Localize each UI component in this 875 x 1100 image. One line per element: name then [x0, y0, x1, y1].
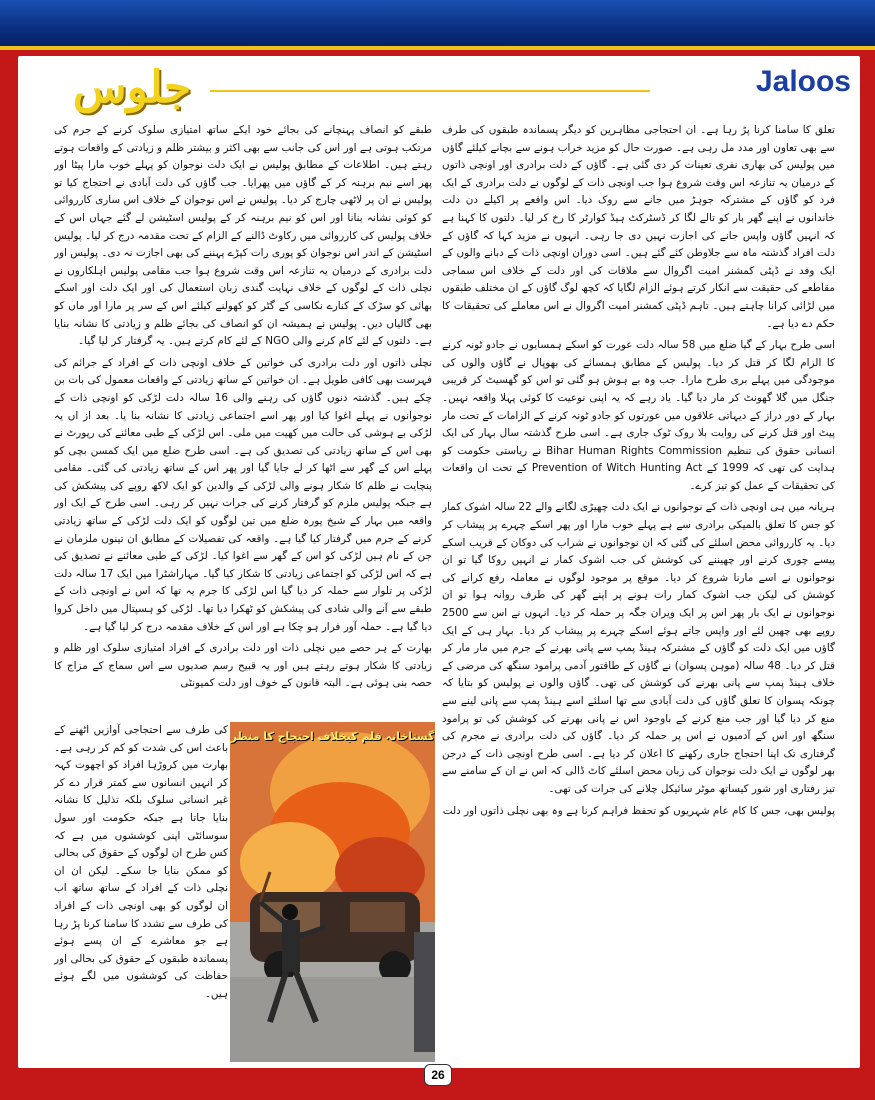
paragraph: تعلق کا سامنا کرنا پڑ رہا ہے۔ ان احتجاجی مظاہرین کو دیگر پسماندہ طبقوں کی طرف سے بھی تعاون اور مدد مل رہی ہے۔ صورت حال کو مزید خراب ہونے سے بچانے کیلئے گاؤں میں پولیس کی بھاری نفری تعینات کر دی گئی ہے۔ گاؤں کے دلت برادری اور اونچی ذاتوں کے درمیان یہ تنازعہ اس وقت شروع ہوا جب اونچی ذات کے لوگوں نے دلت برادری کے ایک فرد کو گاؤں کے مشترکہ جوہڑ میں جانے سے روک دیا۔ اس واقعے پر اکیلے دن دلت خاندانوں نے اپنے گھر بار کو تالے لگا کر ڈسٹرکٹ ہیڈ کوارٹر کا رخ کر لیا۔ دلتوں کا کہنا ہے کہ انہیں گاؤں واپس جانے کی اجازت نہیں دی جا رہی۔ انہوں نے مزید کہا کہ گاؤں کے دلت افراد گذشتہ ماہ سے جلاوطن کئے گئے ہیں۔ اسی دوران اونچی ذات کے دبانے والوں کے ایک وفد نے ڈپٹی کمشنر امیت اگروال سے ملاقات کی اور دلت کے خلاف اس سماجی مقاطعے کی حقیقت سے انکار کرتے ہوئے الزام لگایا کہ کچھ لوگ گاؤں کے ان مختلف طبقوں میں لڑائی کرانا چاہتے ہیں۔ تاہم ڈپٹی کمشنر امیت اگروال نے اس معاملے کی تحقیقات کا حکم دے دیا ہے۔ — [442, 124, 835, 330]
top-banner — [0, 0, 875, 48]
photo-caption: گستاخانہ فلم کیخلاف احتجاج کا منظر — [230, 730, 435, 743]
paragraph: ہریانہ میں ہی اونچی ذات کے نوجوانوں نے ایک دلت چھیڑی لگانے والے 22 سالہ اشوک کمار کو جس کا تعلق بالمیکی برادری سے ہے پہلے خوب مارا اور پھر اسکے چہرے پر پیشاب کر دیا۔ یہ کارروائی محض اسلئے کی گئی کہ ان نوجوانوں نے شراب کی دوکان کے قریب اسکے پیسے چوری کرنے اور چھیننے کی کوشش کی جب اشوک کمار نے انہیں روکا گیا تو ان نوجوانوں نے اسے مارنا شروع کر دیا۔ موقع پر موجود لوگوں نے معاملہ رفع کرانے کی کوشش کی لیکن جب اشوک کمار رات ہونے پر اپنے گھر کی طرف روانہ ہوا تو ان نوجوانوں نے ایک بار پھر اس پر ایک ویران جگہ پر حملہ کر دیا۔ انہوں نے اس سے 2500 روپے بھی چھین لئے اور واپس جاتے ہوئے اسکے چہرے پر پیشاب کر دیا۔ بہار ہی کے ایک گاؤں میں ایک دلت کو گاؤں کے مشترکہ ہینڈ پمپ سے پانی بھرنے کے جرم میں مار مار کر قتل کر دیا۔ 48 سالہ (موہن پسوان) نے گاؤں کے طاقتور آدمی پرامود سنگھ کی مرضی کے خلاف ہینڈ پمپ سے پانی بھرنے کی کوشش کی تھی۔ گاؤں والوں نے پولیس کو بتایا کہ چونکہ پسوان کا تعلق گاؤں کی دلت آبادی سے تھا اسلئے اسے ہینڈ پمپ سے پانی لینے سے منع کر دیا گیا اور جب منع کرنے کے باوجود اس نے پانی بھرنے کی کوشش کی تو پرامود سنگھ اور اس کے آدمیوں نے اس پر حملہ کر دیا۔ گاؤں کی دلت برادری نے مجرم کی گرفتاری تک اپنا احتجاج جاری رکھنے کا اعلان کر دیا ہے۔ اسی طرح اونچی ذات کے درجن بھر لوگوں نے ایک دلت نوجوان کی زبان محض اسلئے کاٹ ڈالی کہ اس نے ان کے سامنے سے تیز رفتاری اور شور کیساتھ موٹر سائیکل چلانے کی جرات کی تھی۔ — [442, 501, 835, 795]
page-number: 26 — [424, 1064, 452, 1086]
article-column-left-bottom — [54, 722, 228, 1060]
masthead-title-english: Jaloos — [755, 65, 851, 98]
paragraph: طبقے کو انصاف پہنچانے کی بجائے خود ایکے ساتھ امتیازی سلوک کرنے کے جرم کی مرتکب ہوتی ہے اور اس کی جانب سے بھی اکثر و بیشتر ظلم و زیادتی کے واقعات ہوتے رہتے ہیں۔ اطلاعات کے مطابق پولیس نے ایک دلت نوجوان کو پہلے خوب مارا پیٹا اور پھر اسے نیم برہنہ کر کے گاؤں میں پھرایا۔ جب گاؤں کی دلت آبادی نے احتجاج کیا تو پولیس نے ان پر لاٹھی چارج کر دیا۔ پولیس نے اس نوجوان کے خلاف اس ساری کارروائی کو کوئی نشانہ بنانا اور اس کو نیم برہنہ کر کے پولیس اسٹیشن لے گئے جہاں اس کے خلاف پولیس کی کارروائی میں رکاوٹ ڈالنے کے الزام کے تحت مقدمہ درج کر لیا۔ پولیس اسٹیشن کے اندر اس نوجوان کو پوری رات کپڑے پہننے کی بھی اجازت نہ دی۔ پولیس اور دلت برادری کے درمیان یہ تنازعہ اس وقت شروع ہوا جب مقامی پولیس اہلکاروں نے نچلی ذات کے لوگوں کے خلاف نہایت گندی زبان استعمال کی اور ایک دلت اور اسکے بھائی کو سڑک کے کنارے نکاسی کے گٹر کو کھولنے کیلئے اس کے سر پر مارا اور ماں کو بھی گالیاں دیں۔ پولیس نے ہمیشہ ان کو انصاف کی بجائے ظلم و زیادتی کا نشانہ بنایا ہے۔ دلتوں کے لئے کام کرنے والی NGO کے لئے کام کرتے ہیں۔ یہ گرفتار کر لیا گیا۔ — [54, 124, 432, 348]
paragraph: اسی طرح بہار کے گیا ضلع میں 58 سالہ دلت عورت کو اسکے ہمسایوں نے جادو ٹونہ کرنے کا الزام لگا کر قتل کر دیا۔ پولیس کے مطابق ہمسائے کی بھوپال نے گاؤں والوں کی موجودگی میں پہلے بری طرح مارا۔ جب وہ بے ہوش ہو گئی تو اس کو گھسیٹ کر قریبی جنگل میں گلا گھونٹ کر مار دیا گیا۔ یاد رہے کہ یہ اپنی نوعیت کا کوئی پہلا واقعہ نہیں۔ بہار کے دور دراز کے دیہاتی علاقوں میں عورتوں کو جادو ٹونہ کرنے کے الزامات کے تحت مار پیٹ اور قتل کرنے کی روایت بلا روک ٹوک جاری ہے۔ اسی طرح گذشتہ سال بہار کی ایک انسانی حقوق کی تنظیم Bihar Human Rights Commission نے ریاستی حکومت کو ہدایت کی تھی کہ 1999 کے Prevention of Witch Hunting Act کے تحت ان واقعات کی تحقیقات کے عمل کو تیز کرے۔ — [442, 339, 835, 492]
article-column-left — [54, 122, 432, 718]
paragraph: بھارت کے ہر حصے میں نچلی ذات اور دلت برادری کے افراد امتیازی سلوک اور ظلم و زیادتی کا شکار ہوتے رہتے ہیں اور یہ قبیح رسم صدیوں سے اس سماج کے مزاج کا حصہ بنی ہوئی ہے۔ البتہ قانون کے خوف اور دلت کمیونٹی — [54, 642, 432, 690]
paragraph: نچلی ذاتوں اور دلت برادری کی خواتین کے خلاف اونچی ذات کے افراد کے جرائم کی فہرست بھی کافی طویل ہے۔ ان خواتین کے ساتھ زیادتی کے واقعات معمول کی بات بن چکے ہیں۔ گذشتہ دنوں گاؤں کی رہنے والی 16 سالہ دلت لڑکی کو اونچی ذات کے نوجوانوں نے پہلے اغوا کیا اور پھر اسے اجتماعی زیادتی کا نشانہ بنا یا۔ بعد از اں یہ لڑکی بے ہوشی کی حالت میں کھیت میں ملی۔ اس لڑکی کے طبی معائنے کی رپورٹ نے بھی اس کے ساتھ زیادتی کی تصدیق کی ہے۔ اسی طرح ضلع میں ایک کمسن بچی کو پہلے اس کے گھر سے اٹھا کر لے جایا گیا اور پھر اس کے ساتھ زیادتی کی گئی۔ مقامی پنچایت نے ظلم کا شکار ہونے والی لڑکی کے والدین کو ایک لاکھ روپے کی پیشکش کی ہے جبکہ پولیس ملزم کو گرفتار کرنے کی جرات نہیں کر رہی۔ اسی طرح کے ایک اور واقعہ میں بہار کے شیخ پورہ ضلع میں تین لوگوں کو ایک دلت لڑکی کے ساتھ زیادتی کرنے کے جرم میں گرفتار کیا گیا ہے۔ واقعہ کی تفصیلات کے مطابق ان تینوں ملزمان نے جن کے نام ہیں لڑکی کو اس کے گھر سے اغوا کیا۔ لڑکی کے طبی معائنے نے تصدیق کی ہے کہ اس لڑکی کو اجتماعی زیادتی کا شکار کیا گیا۔ مہاراشٹرا میں ایک 17 سالہ دلت لڑکی پر تلوار سے حملہ کر دیا گیا اس لڑکی کا جرم یہ تھا کہ اس نے اونچی ذات کے طبقے سے آنے والی شادی کی پیشکش کو ٹھکرا دیا تھا۔ لڑکی کو ہسپتال میں داخل کروا دیا گیا ہے۔ حملہ آور فرار ہو چکا ہے اور اس کے خلاف مقدمہ درج کر لیا گیا ہے۔ — [54, 356, 432, 633]
masthead-divider — [210, 90, 650, 92]
paragraph: پولیس بھی، جس کا کام عام شہریوں کو تحفظ فراہم کرنا ہے وہ بھی نچلی ذاتوں اور دلت — [442, 804, 835, 817]
photo-illustration — [230, 722, 435, 1062]
article-column-right — [442, 122, 835, 1080]
masthead-title-urdu: جلوس — [72, 62, 192, 113]
paragraph: کی طرف سے احتجاجی آوازیں اٹھنے کے باعث اس کی شدت کو کم کر رہی ہے۔ بھارت میں کروڑہا افراد کو اچھوت کہہ کر انہیں انسانوں سے کمتر قرار دے کر غیر انسانی سلوک بلکہ تذلیل کا نشانہ بنایا جاتا ہے جبکہ حکومت اور سول سوسائٹی اپنی کوششوں میں ہے کہ کس طرح ان لوگوں کے حقوق کی بحالی کو ممکن بنایا جا سکے۔ لیکن ان ان نچلی ذات کے افراد کے ساتھ ساتھ اب ان لوگوں کو بھی اونچی ذات کے افراد کی طرف سے تشدد کا سامنا کرنا پڑ رہا ہے جو معاشرے کے ان پسے ہوئے پسماندہ طبقوں کے حقوق کی بحالی اور حفاظت کی کوششوں میں لگے ہوئے ہیں۔ — [54, 724, 228, 1000]
protest-photo — [230, 722, 435, 1062]
banner-stripe — [0, 46, 875, 50]
